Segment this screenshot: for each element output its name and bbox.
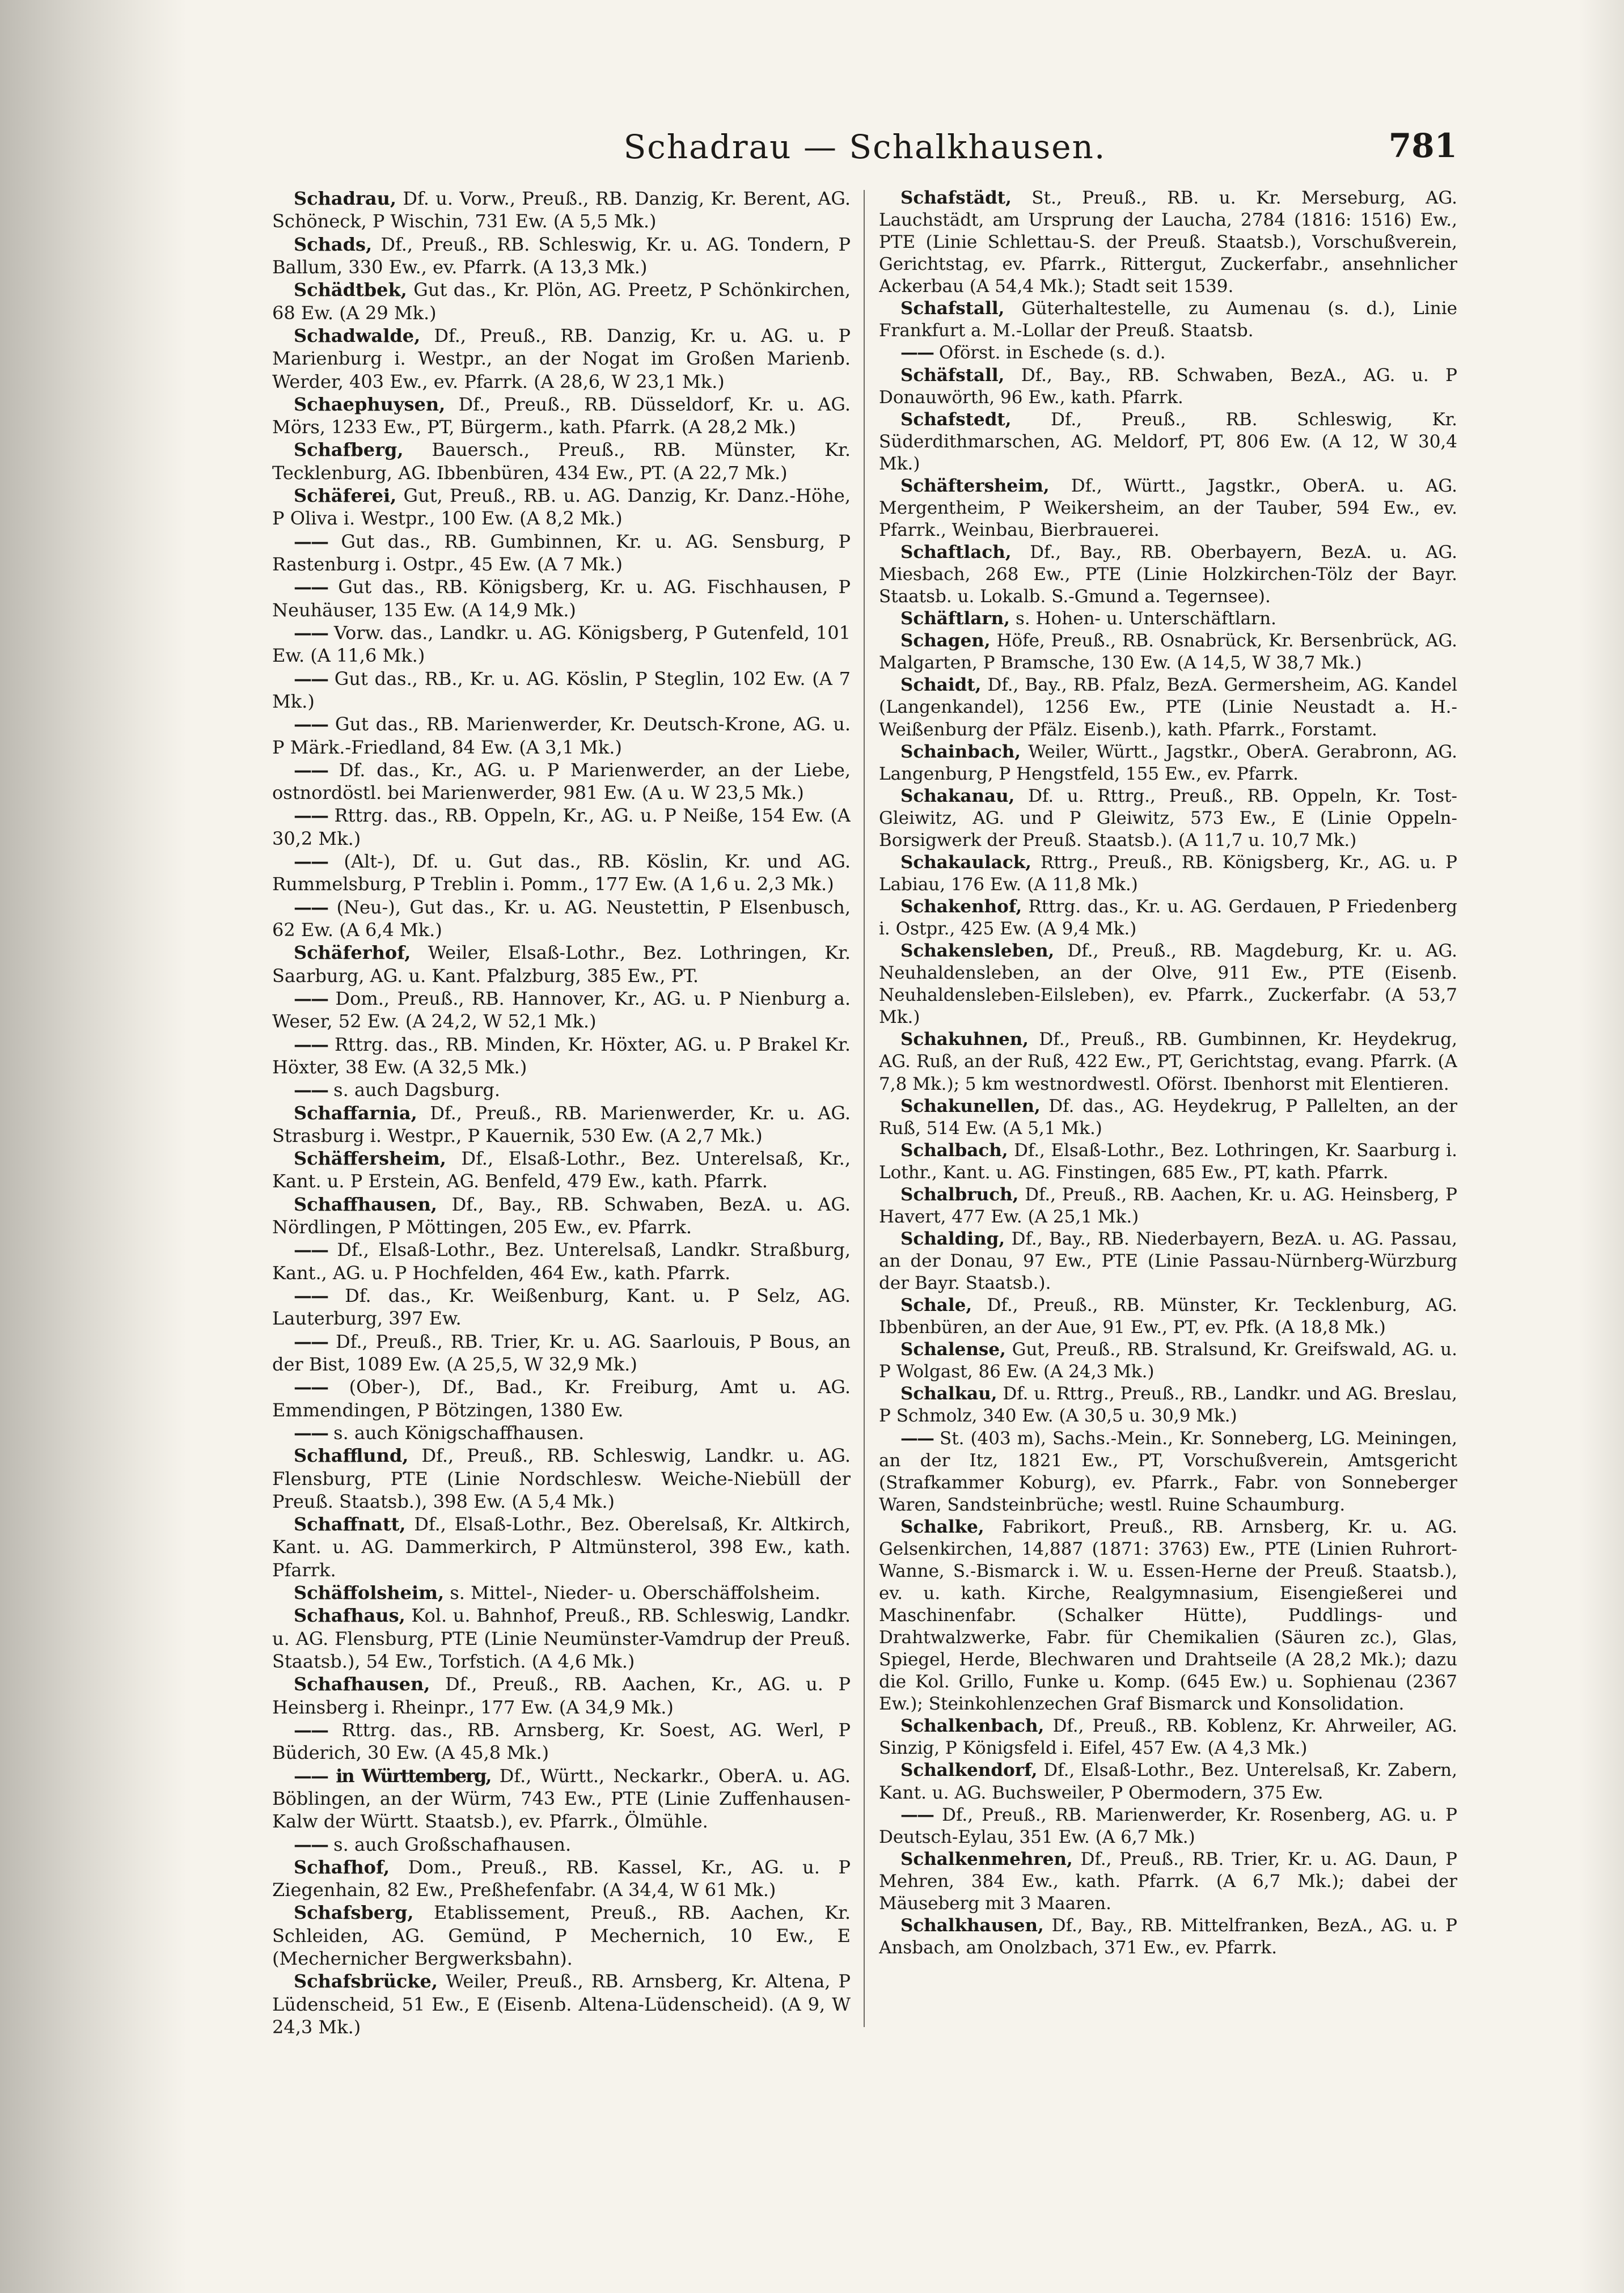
entry-headword: —— <box>294 1833 328 1855</box>
gazetteer-entry <box>879 1140 1457 1184</box>
entry-text: Df. u. Vorw., Preuß., RB. Danzig, Kr. Berent, AG. Schöneck, P Wischin, 731 Ew. (A 5,5 Mk.) <box>272 188 851 232</box>
entry-headword: —— <box>294 1376 328 1398</box>
entry-text: Kol. u. Bahnhof, Preuß., RB. Schleswig, Landkr. u. AG. Flensburg, PTE (Linie Neumünster-Vamdrup der Preuß. Staatsb.), 54 Ew., Torfstich. (A 4,6 Mk.) <box>272 1605 851 1672</box>
entry-headword: Schalding, <box>900 1228 1005 1249</box>
entry-headword: Schäferhof, <box>294 942 411 964</box>
gazetteer-entry <box>879 674 1457 741</box>
gazetteer-entry <box>879 1095 1457 1140</box>
entry-headword: —— <box>294 1330 328 1352</box>
entry-headword: —— <box>294 805 328 827</box>
gazetteer-entry <box>272 438 851 484</box>
entry-headword: Schaidt, <box>900 675 982 696</box>
entry-text: Dom., Preuß., RB. Hannover, Kr., AG. u. P Nienburg a. Weser, 52 Ew. (A 24,2, W 52,1 Mk.) <box>272 987 851 1033</box>
entry-headword: —— <box>294 759 328 781</box>
entry-text: Df., Preuß., RB. Gumbinnen, Kr. Heydekrug, AG. Ruß, an der Ruß, 422 Ew., PT, Gerichtstag, evang. Pfarrk. (A 7,8 Mk.); 5 km westnordwestl. Oförst. Ibenhorst mit Elentieren. <box>879 1029 1457 1094</box>
entry-headword: —— <box>294 1239 328 1261</box>
entry-text: Df., Preuß., RB. Marienwerder, Kr. Rosenberg, AG. u. P Deutsch-Eylau, 351 Ew. (A 6,7 Mk.) <box>879 1804 1457 1847</box>
entry-headword: Schafhaus, <box>294 1605 405 1627</box>
gazetteer-entry <box>272 1033 851 1079</box>
gazetteer-entry <box>272 1376 851 1422</box>
entry-text: St. (403 m), Sachs.-Mein., Kr. Sonneberg, LG. Meiningen, an der Itz, 1821 Ew., PT, Vorschußverein, Amtsgericht (Strafkammer Koburg), ev. Pfarrk., Fabr. von Sonneberger Waren, Sandsteinbrüche; westl. Ruine Schaumburg. <box>879 1428 1457 1515</box>
gazetteer-entry <box>879 1516 1457 1716</box>
entry-text: Df., Elsaß-Lothr., Bez. Unterelsaß, Kr., Kant. u. P Erstein, AG. Benfeld, 479 Ew., kath. Pfarrk. <box>272 1148 851 1192</box>
entry-text: Rttrg. das., Kr. u. AG. Gerdauen, P Friedenberg i. Ostpr., 425 Ew. (A 9,4 Mk.) <box>879 896 1457 940</box>
gazetteer-entry <box>272 187 851 233</box>
entry-headword: Schakenhof, <box>900 896 1022 917</box>
entry-headword: —— <box>294 851 328 873</box>
entry-text: Df., Preuß., RB. Trier, Kr. u. AG. Saarlouis, P Bous, an der Bist, 1089 Ew. (A 25,5, W 32,9 Mk.) <box>272 1330 851 1375</box>
column-right <box>879 187 1457 2047</box>
gazetteer-entry <box>272 1970 851 2038</box>
entry-text: (Neu-), Gut das., Kr. u. AG. Neustettin, P Elsenbusch, 62 Ew. (A 6,4 Mk.) <box>272 896 851 941</box>
gazetteer-entry <box>879 1029 1457 1095</box>
entry-text: Etablissement, Preuß., RB. Aachen, Kr. Schleiden, AG. Gemünd, P Mechernich, 10 Ew., E (Mechernicher Bergwerksbahn). <box>272 1902 851 1970</box>
entry-text: Df., Preuß., RB. Magdeburg, Kr. u. AG. Neuhaldensleben, an der Olve, 911 Ew., PTE (Eisenb. Neuhaldensleben-Eilsleben), ev. Pfarrk., Zuckerfabr. (A 53,7 Mk.) <box>879 941 1457 1028</box>
columns <box>272 187 1457 2047</box>
entry-headword: Schaffnatt, <box>294 1513 406 1535</box>
gazetteer-entry <box>879 940 1457 1029</box>
gazetteer-entry <box>272 576 851 621</box>
entry-headword: —— <box>294 896 328 918</box>
gazetteer-entry <box>879 1339 1457 1383</box>
entry-headword: —— <box>294 1719 328 1741</box>
entry-text: Df. u. Rttrg., Preuß., RB., Landkr. und AG. Breslau, P Schmolz, 340 Ew. (A 30,5 u. 30,9 Mk.) <box>879 1384 1457 1427</box>
entry-headword: Schafstädt, <box>900 188 1012 208</box>
entry-headword: —— <box>900 1804 933 1825</box>
entry-headword: Schainbach, <box>900 741 1021 762</box>
gazetteer-entry <box>879 1848 1457 1915</box>
entry-headword: Schafhausen, <box>294 1673 430 1695</box>
gazetteer-entry <box>272 1856 851 1902</box>
entry-text: Df. das., Kr. Weißenburg, Kant. u. P Selz, AG. Lauterburg, 397 Ew. <box>272 1285 851 1330</box>
entry-headword: Schakunellen, <box>900 1095 1041 1116</box>
entry-headword: Schadrau, <box>294 188 396 209</box>
gazetteer-entry <box>879 1759 1457 1804</box>
entry-text: Df., Preuß., RB. Marienwerder, Kr. u. AG. Strasburg i. Westpr., P Kauernik, 530 Ew. (A 2,7 Mk.) <box>272 1102 851 1146</box>
gazetteer-entry <box>272 850 851 896</box>
entry-text: Df., Elsaß-Lothr., Bez. Oberelsaß, Kr. Altkirch, Kant. u. AG. Dammerkirch, P Altmünsterol, 398 Ew., kath. Pfarrk. <box>272 1513 851 1581</box>
gazetteer-entry <box>272 1422 851 1444</box>
entry-text: Oförst. in Eschede (s. d.). <box>938 342 1166 363</box>
entry-text: Gut, Preuß., RB. Stralsund, Kr. Greifswald, AG. u. P Wolgast, 86 Ew. (A 24,3 Mk.) <box>879 1339 1457 1382</box>
entry-text: Höfe, Preuß., RB. Osnabrück, Kr. Bersenbrück, AG. Malgarten, P Bramsche, 130 Ew. (A 14,5, W 38,7 Mk.) <box>879 631 1457 674</box>
entry-headword: Schakaulack, <box>900 852 1032 873</box>
entry-headword: Schalense, <box>900 1339 1006 1360</box>
entry-headword: Schafstall, <box>900 298 1005 319</box>
gazetteer-entry <box>272 484 851 530</box>
entry-headword: —— in Württemberg, <box>294 1765 491 1787</box>
gazetteer-entry <box>879 1294 1457 1339</box>
entry-headword: Schalkhausen, <box>900 1915 1044 1936</box>
entry-headword: —— <box>294 621 328 644</box>
entry-headword: Schäferei, <box>294 485 397 507</box>
entry-text: Rttrg. das., RB. Arnsberg, Kr. Soest, AG. Werl, P Büderich, 30 Ew. (A 45,8 Mk.) <box>272 1719 851 1764</box>
entry-headword: —— <box>294 1285 328 1306</box>
gazetteer-entry <box>879 1428 1457 1516</box>
entry-headword: —— <box>294 987 328 1009</box>
page-header <box>272 128 1457 190</box>
gazetteer-entry <box>879 852 1457 896</box>
entry-headword: Schakensleben, <box>900 941 1055 962</box>
entry-headword: Schafflund, <box>294 1445 409 1467</box>
entry-text: s. Mittel-, Nieder- u. Oberschäffolsheim. <box>450 1582 821 1604</box>
gazetteer-entry <box>879 1228 1457 1294</box>
gazetteer-entry <box>272 1444 851 1513</box>
gazetteer-entry <box>272 530 851 576</box>
entry-text: Df., Bay., RB. Niederbayern, BezA. u. AG. Passau, an der Donau, 97 Ew., PTE (Linie Passau-Nürnberg-Würzburg der Bayr. Staatsb.). <box>879 1228 1457 1294</box>
entry-text: s. Hohen- u. Unterschäftlarn. <box>1015 608 1276 629</box>
entry-headword: Schale, <box>900 1295 972 1316</box>
entry-headword: Schafberg, <box>294 439 404 461</box>
gazetteer-entry <box>879 409 1457 475</box>
entry-text: Df., Preuß., RB. Trier, Kr. u. AG. Daun, P Mehren, 384 Ew., kath. Pfarrk. (A 6,7 Mk.); dabei der Mäuseberg mit 3 Maaren. <box>879 1848 1457 1914</box>
entry-text: Rttrg. das., RB. Oppeln, Kr., AG. u. P Neiße, 154 Ew. (A 30,2 Mk.) <box>272 805 851 849</box>
gazetteer-entry <box>879 785 1457 852</box>
page-title: Schadrau — Schalkhausen. <box>623 128 1106 166</box>
entry-headword: Schafsbrücke, <box>294 1970 438 1992</box>
gazetteer-entry <box>879 741 1457 785</box>
gazetteer-entry <box>272 896 851 942</box>
gazetteer-entry <box>879 1383 1457 1427</box>
entry-headword: Schakanau, <box>900 785 1015 806</box>
entry-text: Df., Preuß., RB. Schleswig, Landkr. u. AG. Flensburg, PTE (Linie Nordschlesw. Weiche-Niebüll der Preuß. Staatsb.), 398 Ew. (A 5,4 Mk.) <box>272 1445 851 1512</box>
gazetteer-entry <box>879 608 1457 630</box>
entry-headword: Schads, <box>294 233 373 255</box>
entry-text: St., Preuß., RB. u. Kr. Merseburg, AG. Lauchstädt, am Ursprung der Laucha, 2784 (1816: 1516) Ew., PTE (Linie Schlettau-S. der Preuß. Staatsb.), Vorschußverein, Gerichtstag, ev. Pfarrk., Rittergut, Zuckerfabr., ansehnlicher Ackerbau (A 54,4 Mk.); Stadt seit 1539. <box>879 188 1457 297</box>
gazetteer-entry <box>272 941 851 987</box>
entry-text: s. auch Dagsburg. <box>333 1079 501 1101</box>
entry-text: Bauersch., Preuß., RB. Münster, Kr. Tecklenburg, AG. Ibbenbüren, 434 Ew., PT. (A 22,7 Mk.) <box>272 439 851 484</box>
entry-headword: Schaephuysen, <box>294 393 446 415</box>
gazetteer-entry <box>272 1284 851 1330</box>
gazetteer-entry <box>272 1238 851 1284</box>
entry-headword: —— <box>294 1033 328 1055</box>
gazetteer-entry <box>879 342 1457 364</box>
gazetteer-entry <box>272 804 851 850</box>
gazetteer-entry <box>272 278 851 324</box>
entry-text: Df. das., AG. Heydekrug, P Pallelten, an der Ruß, 514 Ew. (A 5,1 Mk.) <box>879 1095 1457 1139</box>
entry-headword: Schäftlarn, <box>900 608 1010 629</box>
gazetteer-entry <box>272 621 851 667</box>
entry-text: (Alt-), Df. u. Gut das., RB. Köslin, Kr. und AG. Rummelsburg, P Treblin i. Pomm., 177 Ew. (A 1,6 u. 2,3 Mk.) <box>272 851 851 895</box>
entry-headword: —— <box>294 1079 328 1101</box>
gazetteer-entry <box>272 1078 851 1101</box>
entry-text: Df., Preuß., RB. Aachen, Kr. u. AG. Heinsberg, P Havert, 477 Ew. (A 25,1 Mk.) <box>879 1184 1457 1227</box>
gazetteer-entry <box>879 630 1457 674</box>
gazetteer-entry <box>879 1915 1457 1959</box>
gazetteer-entry <box>272 1765 851 1833</box>
scan-shadow-left <box>0 0 187 2293</box>
entry-text: Gut das., RB., Kr. u. AG. Köslin, P Steglin, 102 Ew. (A 7 Mk.) <box>272 667 851 712</box>
entry-text: Df., Bay., RB. Mittelfranken, BezA., AG. u. P Ansbach, am Onolzbach, 371 Ew., ev. Pfarrk. <box>879 1915 1457 1958</box>
entry-headword: Schalke, <box>900 1516 984 1537</box>
entry-text: (Ober-), Df., Bad., Kr. Freiburg, Amt u. AG. Emmendingen, P Bötzingen, 1380 Ew. <box>272 1376 851 1421</box>
entry-headword: Schäfstall, <box>900 365 1005 386</box>
entry-text: Df., Elsaß-Lothr., Bez. Lothringen, Kr. Saarburg i. Lothr., Kant. u. AG. Finstingen, 685 Ew., PT, kath. Pfarrk. <box>879 1140 1457 1183</box>
column-left <box>272 187 851 2047</box>
entry-headword: Schaffhausen, <box>294 1193 437 1215</box>
gazetteer-entry <box>272 324 851 393</box>
entry-text: Df., Württ., Jagstkr., OberA. u. AG. Mergentheim, P Weikersheim, an der Tauber, 594 Ew., ev. Pfarrk., Weinbau, Bierbrauerei. <box>879 475 1457 540</box>
entry-text: Df., Elsaß-Lothr., Bez. Unterelsaß, Landkr. Straßburg, Kant., AG. u. P Hochfelden, 464 Ew., kath. Pfarrk. <box>272 1239 851 1284</box>
entry-headword: —— <box>294 1422 328 1444</box>
entry-headword: —— <box>294 530 328 552</box>
entry-text: Gut das., RB. Gumbinnen, Kr. u. AG. Sensburg, P Rastenburg i. Ostpr., 45 Ew. (A 7 Mk.) <box>272 530 851 575</box>
entry-text: Df., Preuß., RB. Schleswig, Kr. u. AG. Tondern, P Ballum, 330 Ew., ev. Pfarrk. (A 13,3 Mk.) <box>272 233 851 278</box>
entry-text: Df., Preuß., RB. Koblenz, Kr. Ahrweiler, AG. Sinzig, P Königsfeld i. Eifel, 457 Ew. (A 4,3 Mk.) <box>879 1716 1457 1759</box>
scan-shadow-right <box>1579 0 1624 2293</box>
entry-text: Df., Elsaß-Lothr., Bez. Unterelsaß, Kr. Zabern, Kant. u. AG. Buchsweiler, P Obermodern, 375 Ew. <box>879 1760 1457 1803</box>
gazetteer-entry <box>272 667 851 713</box>
entry-text: Df., Bay., RB. Schwaben, BezA. u. AG. Nördlingen, P Möttingen, 205 Ew., ev. Pfarrk. <box>272 1193 851 1238</box>
gazetteer-entry <box>879 896 1457 940</box>
entry-headword: Schakuhnen, <box>900 1029 1029 1050</box>
gazetteer-entry <box>879 541 1457 608</box>
entry-text: Vorw. das., Landkr. u. AG. Königsberg, P Gutenfeld, 101 Ew. (A 11,6 Mk.) <box>272 621 851 667</box>
entry-headword: Schädtbek, <box>294 279 407 301</box>
entry-text: Fabrikort, Preuß., RB. Arnsberg, Kr. u. AG. Gelsenkirchen, 14,887 (1871: 3763) Ew., PTE (Linien Ruhrort-Wanne, S.-Bismarck i. W. u. Essen-Herne der Preuß. Staatsb.), ev. u. kath. Kirche, Realgymnasium, Eisengießerei und Maschinenfabr. (Schalker Hütte), Puddlings- und Drahtwalzwerke, Fabr. für Chemikalien (Säuren zc.), Glas, Spiegel, Herde, Blechwaren und Drahtseile (A 28,2 Mk.); dazu die Kol. Grillo, Funke u. Komp. (645 Ew.) u. Sophienau (2367 Ew.); Steinkohlenzechen Graf Bismarck und Konsolidation. <box>879 1516 1457 1715</box>
entry-headword: Schäftersheim, <box>900 475 1050 496</box>
entry-headword: Schafhof, <box>294 1856 390 1878</box>
gazetteer-entry <box>272 713 851 759</box>
page-number: 781 <box>1388 126 1457 165</box>
gazetteer-entry <box>272 1513 851 1581</box>
entry-headword: Schalkendorf, <box>900 1760 1038 1781</box>
gazetteer-entry <box>272 233 851 279</box>
entry-headword: Schalkenbach, <box>900 1716 1044 1737</box>
entry-text: Df., Preuß., RB. Danzig, Kr. u. AG. u. P Marienburg i. Westpr., an der Nogat im Großen Marienb. Werder, 403 Ew., ev. Pfarrk. (A 28,6, W 23,1 Mk.) <box>272 324 851 392</box>
entry-text: Gut das., RB. Marienwerder, Kr. Deutsch-Krone, AG. u. P Märk.-Friedland, 84 Ew. (A 3,1 Mk.) <box>272 713 851 758</box>
entry-text: Df., Bay., RB. Schwaben, BezA., AG. u. P Donauwörth, 96 Ew., kath. Pfarrk. <box>879 365 1457 408</box>
entry-headword: —— <box>294 713 328 735</box>
gazetteer-entry <box>272 1147 851 1193</box>
entry-text: Weiler, Elsaß-Lothr., Bez. Lothringen, Kr. Saarburg, AG. u. Kant. Pfalzburg, 385 Ew., PT. <box>272 942 851 987</box>
entry-text: s. auch Großschafhausen. <box>333 1833 572 1855</box>
gazetteer-entry <box>879 1184 1457 1228</box>
gazetteer-entry <box>879 1715 1457 1759</box>
gazetteer-entry <box>272 1673 851 1719</box>
gazetteer-entry <box>272 1330 851 1376</box>
gazetteer-entry <box>272 1604 851 1673</box>
entry-headword: Schafstedt, <box>900 409 1012 430</box>
entry-text: Df. das., Kr., AG. u. P Marienwerder, an der Liebe, ostnordöstl. bei Marienwerder, 981 Ew. (A u. W 23,5 Mk.) <box>272 759 851 804</box>
entry-headword: Schalbach, <box>900 1140 1008 1161</box>
entry-headword: Schäffolsheim, <box>294 1582 445 1604</box>
entry-text: Dom., Preuß., RB. Kassel, Kr., AG. u. P Ziegenhain, 82 Ew., Preßhefenfabr. (A 34,4, W 61 Mk.) <box>272 1856 851 1901</box>
gazetteer-entry <box>272 1719 851 1765</box>
entry-headword: Schalkau, <box>900 1384 997 1404</box>
entry-text: Gut das., Kr. Plön, AG. Preetz, P Schönkirchen, 68 Ew. (A 29 Mk.) <box>272 279 851 324</box>
entry-headword: Schaftlach, <box>900 542 1012 562</box>
entry-headword: Schalkenmehren, <box>900 1848 1073 1869</box>
entry-text: Weiler, Württ., Jagstkr., OberA. Gerabronn, AG. Langenburg, P Hengstfeld, 155 Ew., ev. Pfarrk. <box>879 741 1457 784</box>
gazetteer-entry <box>272 1581 851 1604</box>
entry-text: Güterhaltestelle, zu Aumenau (s. d.), Linie Frankfurt a. M.-Lollar der Preuß. Staatsb. <box>879 298 1457 341</box>
gazetteer-entry <box>272 393 851 439</box>
entry-headword: Schaffarnia, <box>294 1102 417 1124</box>
gazetteer-entry <box>272 1102 851 1148</box>
entry-text: Gut, Preuß., RB. u. AG. Danzig, Kr. Danz.-Höhe, P Oliva i. Westpr., 100 Ew. (A 8,2 Mk.) <box>272 485 851 530</box>
entry-text: Df., Preuß., RB. Münster, Kr. Tecklenburg, AG. Ibbenbüren, an der Aue, 91 Ew., PT, ev. Pfk. (A 18,8 Mk.) <box>879 1295 1457 1338</box>
entry-text: Df., Preuß., RB. Schleswig, Kr. Süderdithmarschen, AG. Meldorf, PT, 806 Ew. (A 12, W 30,4 Mk.) <box>879 409 1457 474</box>
entry-text: Rttrg., Preuß., RB. Königsberg, Kr., AG. u. P Labiau, 176 Ew. (A 11,8 Mk.) <box>879 852 1457 895</box>
gazetteer-entry <box>272 987 851 1033</box>
entry-headword: Schäffersheim, <box>294 1148 446 1170</box>
entry-headword: Schalbruch, <box>900 1184 1019 1205</box>
entry-headword: Schagen, <box>900 631 991 651</box>
gazetteer-entry <box>272 759 851 805</box>
gazetteer-entry <box>272 1193 851 1239</box>
entry-headword: Schadwalde, <box>294 324 421 346</box>
gazetteer-entry <box>879 298 1457 342</box>
gazetteer-entry <box>879 365 1457 409</box>
entry-text: Weiler, Preuß., RB. Arnsberg, Kr. Altena, P Lüdenscheid, 51 Ew., E (Eisenb. Altena-Lüdenscheid). (A 9, W 24,3 Mk.) <box>272 1970 851 2038</box>
entry-text: Df., Bay., RB. Pfalz, BezA. Germersheim, AG. Kandel (Langenkandel), 1256 Ew., PTE (Linie Neustadt a. H.-Weißenburg der Pfälz. Eisenb.), kath. Pfarrk., Forstamt. <box>879 675 1457 740</box>
entry-text: s. auch Königschaffhausen. <box>333 1422 585 1444</box>
entry-text: Df. u. Rttrg., Preuß., RB. Oppeln, Kr. Tost-Gleiwitz, AG. und P Gleiwitz, 573 Ew., E (Linie Oppeln-Borsigwerk der Preuß. Staatsb.). (A 11,7 u. 10,7 Mk.) <box>879 785 1457 851</box>
entry-text: Df., Preuß., RB. Düsseldorf, Kr. u. AG. Mörs, 1233 Ew., PT, Bürgerm., kath. Pfarrk. (A 28,2 Mk.) <box>272 393 851 438</box>
entry-headword: —— <box>900 342 933 363</box>
entry-headword: —— <box>900 1428 933 1449</box>
entry-headword: —— <box>294 576 328 598</box>
entry-text: Df., Württ., Neckarkr., OberA. u. AG. Böblingen, an der Würm, 743 Ew., PTE (Linie Zuffenhausen-Kalw der Württ. Staatsb.), ev. Pfarrk., Ölmühle. <box>272 1765 851 1833</box>
entry-text: Df., Bay., RB. Oberbayern, BezA. u. AG. Miesbach, 268 Ew., PTE (Linie Holzkirchen-Tölz der Bayr. Staatsb. u. Lokalb. S.-Gmund a. Tegernsee). <box>879 542 1457 607</box>
gazetteer-entry <box>272 1833 851 1856</box>
gazetteer-entry <box>879 1804 1457 1848</box>
entry-text: Gut das., RB. Königsberg, Kr. u. AG. Fischhausen, P Neuhäuser, 135 Ew. (A 14,9 Mk.) <box>272 576 851 621</box>
gazetteer-entry <box>272 1901 851 1970</box>
entry-text: Rttrg. das., RB. Minden, Kr. Höxter, AG. u. P Brakel Kr. Höxter, 38 Ew. (A 32,5 Mk.) <box>272 1033 851 1078</box>
gazetteer-entry <box>879 187 1457 298</box>
entry-text: Df., Preuß., RB. Aachen, Kr., AG. u. P Heinsberg i. Rheinpr., 177 Ew. (A 34,9 Mk.) <box>272 1673 851 1718</box>
entry-headword: —— <box>294 667 328 689</box>
gazetteer-entry <box>879 475 1457 541</box>
entry-headword: Schafsberg, <box>294 1902 414 1924</box>
